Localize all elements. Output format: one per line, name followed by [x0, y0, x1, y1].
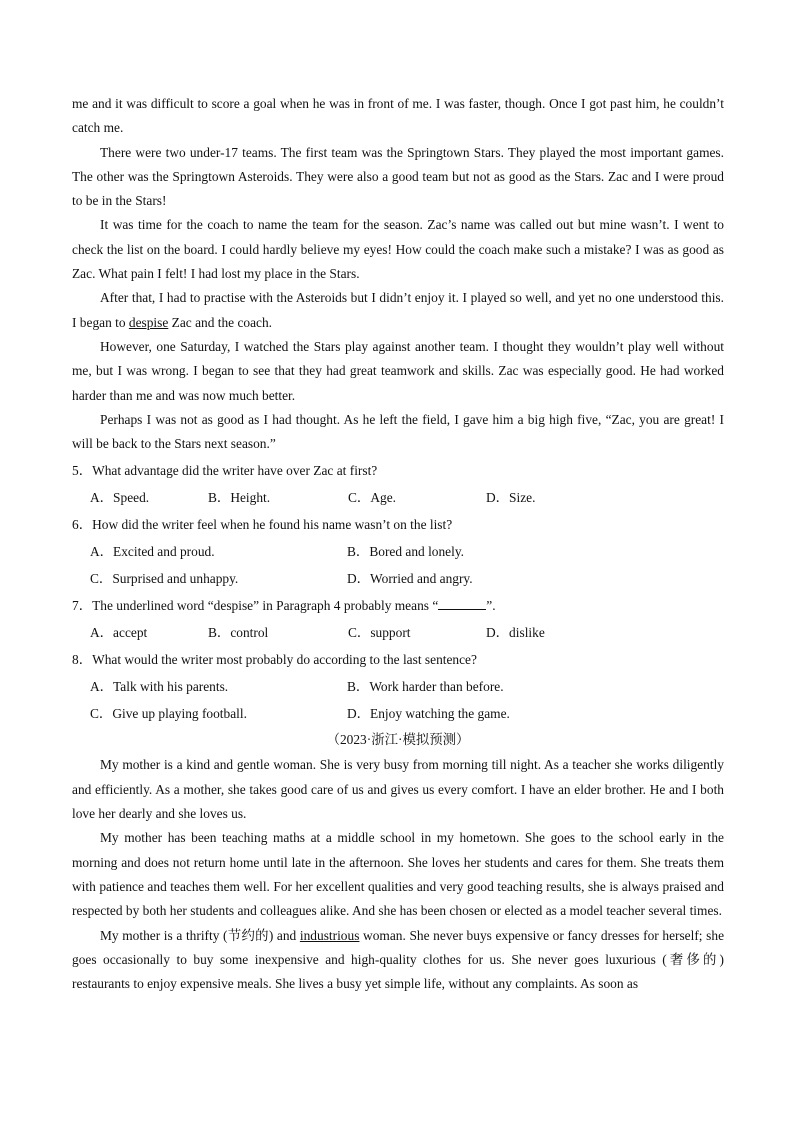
passage2-paragraph-2: My mother has been teaching maths at a middle school in my hometown. She goes to the school early in the morning and does not return home until late in the afternoon. She loves her students and cares for them. She treats them with patience and teaches them well. For her excellent qualities and very good teaching results, she is always praised and respected by both her students and colleagues alike. And she has been chosen or elected as a model teacher several times. — [72, 830, 724, 919]
text-segment: ”. — [486, 598, 496, 614]
underlined-word-industrious: industrious — [299, 927, 360, 943]
option-b[interactable]: B．Work harder than before. — [347, 679, 504, 695]
underlined-word-despise: despise — [128, 314, 169, 330]
option-a[interactable]: A．Speed. — [90, 490, 150, 506]
option-c[interactable]: C．support — [348, 625, 411, 641]
option-d[interactable]: D．Size. — [486, 490, 536, 506]
passage2-paragraph-1: My mother is a kind and gentle woman. She is very busy from morning till night. As a teacher she works diligently and efficiently. As a mother, she takes good care of us and gives us every comfort. I have an elder brother. He and I both love her dearly and she loves us. — [72, 757, 724, 822]
text-segment: woman. She never buys expensive or fancy dresses for herself; she goes occasionally to buy some inexpensive and high-quality clothes for us. She never goes luxurious (奢侈的) restaurants to enjoy expensive meals. She lives a busy yet simple life, without any complaints. As soon as — [72, 927, 725, 992]
question-7-options — [72, 619, 724, 646]
passage1-paragraph-0: me and it was difficult to score a goal when he was in front of me. I was faster, though. Once I got past him, he couldn’t catch me. — [72, 96, 724, 136]
option-d[interactable]: D．dislike — [486, 625, 545, 641]
text-segment: 7．The underlined word “despise” in Paragraph 4 probably means “ — [72, 598, 439, 614]
text-segment: Zac and the coach. — [168, 314, 273, 330]
document-page — [72, 92, 724, 996]
option-d[interactable]: D．Enjoy watching the game. — [347, 706, 510, 722]
option-a[interactable]: A．accept — [90, 625, 148, 641]
passage1-paragraph-4: However, one Saturday, I watched the Stars play against another team. I thought they wouldn’t play well without me, but I was wrong. I began to see that they had great teamwork and skills. Zac was especially good. He had worked harder than me and was now much better. — [72, 338, 724, 403]
option-d[interactable]: D．Worried and angry. — [347, 571, 473, 587]
passage1-paragraph-2: It was time for the coach to name the team for the season. Zac’s name was called out but mine wasn’t. I went to check the list on the board. I could hardly believe my eyes! How could the coach make such a mistake? I was as good as Zac. What pain I felt! I had lost my place in the Stars. — [72, 217, 724, 282]
option-c[interactable]: C．Age. — [348, 490, 396, 506]
option-c[interactable]: C．Surprised and unhappy. — [90, 571, 239, 587]
question-6-stem: 6．How did the writer feel when he found his name wasn’t on the list? — [72, 517, 453, 533]
passage2-paragraph-3 — [72, 924, 724, 997]
option-b[interactable]: B．control — [208, 625, 269, 641]
question-8-stem: 8．What would the writer most probably do according to the last sentence? — [72, 652, 477, 668]
option-b[interactable]: B．Height. — [208, 490, 271, 506]
question-6-options — [72, 538, 724, 592]
option-c[interactable]: C．Give up playing football. — [90, 706, 247, 722]
answer-blank[interactable] — [438, 598, 486, 610]
question-5-stem: 5．What advantage did the writer have over Zac at first? — [72, 463, 378, 479]
text-segment: After that, I had to practise with the Asteroids but I didn’t enjoy it. I played so well, and yet no one understood this. I began to — [72, 290, 724, 330]
option-a[interactable]: A．Talk with his parents. — [90, 679, 229, 695]
text-segment: My mother is a thrifty (节约的) and — [100, 927, 300, 943]
option-b[interactable]: B．Bored and lonely. — [347, 544, 465, 560]
question-5-options — [72, 484, 724, 511]
question-8-options — [72, 673, 724, 727]
option-a[interactable]: A．Excited and proud. — [90, 544, 215, 560]
passage1-paragraph-5: Perhaps I was not as good as I had thought. As he left the field, I gave him a big high five, “Zac, you are great! I will be back to the Stars next season.” — [72, 411, 724, 452]
passage1-paragraph-3 — [72, 286, 724, 335]
source-label: （2023·浙江·模拟预测） — [326, 732, 470, 748]
question-7-stem — [72, 592, 724, 619]
passage1-paragraph-1: There were two under-17 teams. The first team was the Springtown Stars. They played the most important games. The other was the Springtown Asteroids. They were also a good team but not as good as the Stars. Zac and I were proud to be in the Stars! — [72, 144, 724, 209]
